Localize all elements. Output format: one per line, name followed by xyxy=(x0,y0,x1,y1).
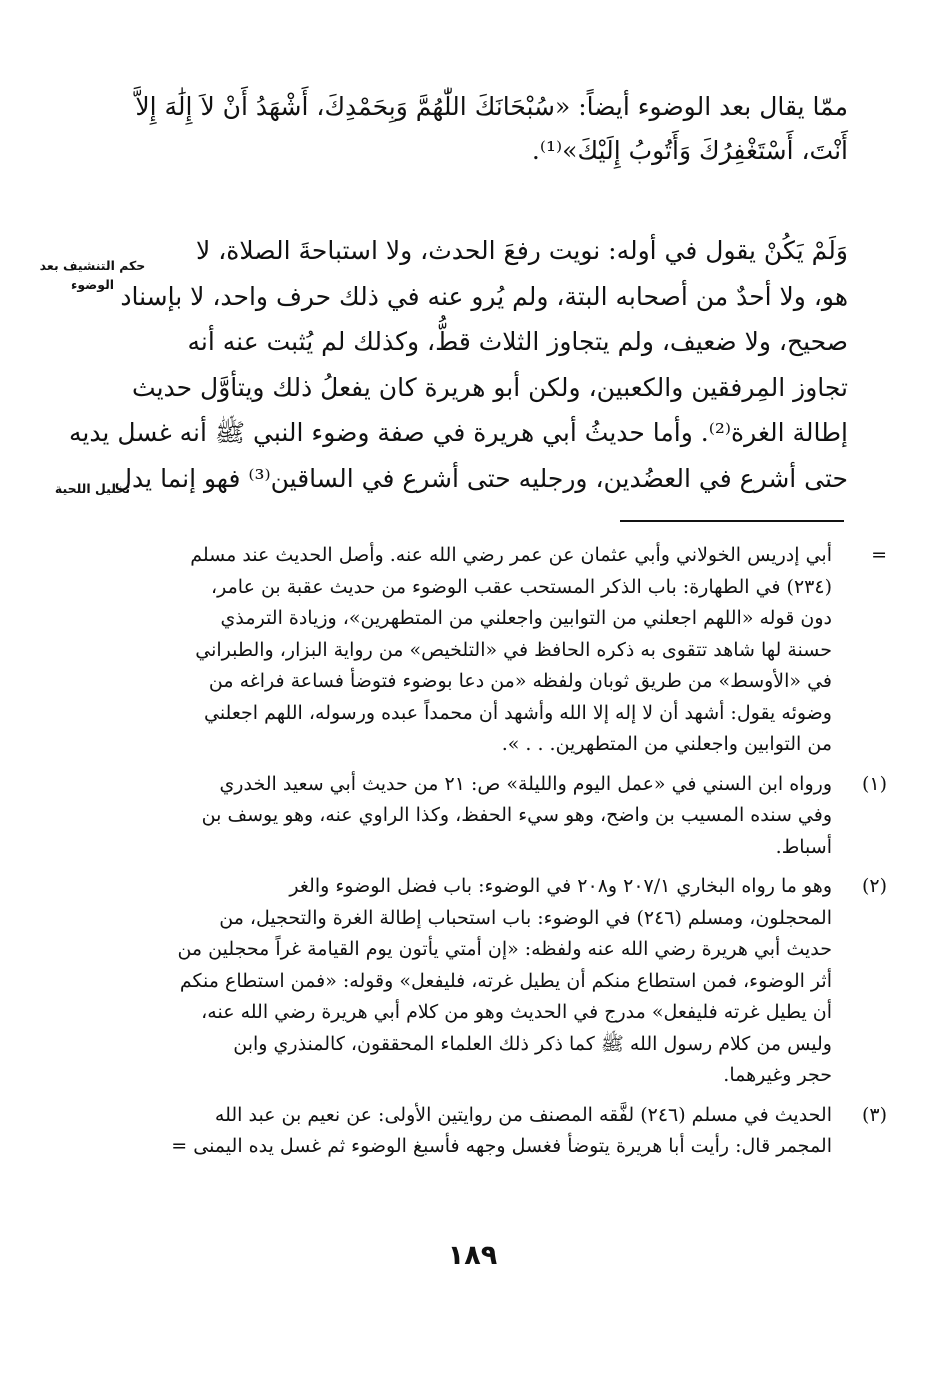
footnote-body xyxy=(158,540,832,761)
footnote-line: حسنة لها شاهد تتقوى به ذكره الحافظ في «التلخيص» من رواية البزار، والطبراني xyxy=(195,638,832,661)
footnote-line: (٢٣٤) في الطهارة: باب الذكر المستحب عقب الوضوء من حديث عقبة بن عامر، xyxy=(211,575,832,598)
footnote-continued xyxy=(158,540,893,761)
footnote-2 xyxy=(158,871,893,1092)
text-line: وَلَمْ يَكُنْ يقول في أوله: نويت رفعَ الحدث، ولا استباحةَ الصلاة، لا xyxy=(196,236,848,265)
text-line: حتى أشرع في العضُدين، ورجليه حتى أشرع في الساقين⁽³⁾ فهو إنما يدل xyxy=(113,463,848,493)
footnote-line: المجمر قال: رأيت أبا هريرة يتوضأ فغسل وجهه فأسبغ الوضوء ثم غسل يده اليمنى = xyxy=(171,1135,832,1157)
text-line: صحيح، ولا ضعيف، ولم يتجاوز الثلاث قطُّ، وكذلك لم يُثبت عنه أنه xyxy=(187,327,848,356)
footnote-separator xyxy=(620,520,844,522)
footnote-body xyxy=(149,871,832,1092)
footnote-body xyxy=(158,769,832,864)
footnote-line: من التوابين واجعلني من المتطهرين. . . ». xyxy=(501,733,832,755)
footnotes xyxy=(158,540,893,1171)
footnote-line: الحديث في مسلم (٢٤٦) لفَّقه المصنف من روايتين الأولى: عن نعيم بن عبد الله xyxy=(214,1103,832,1126)
footnote-marker: (٣) xyxy=(861,1103,887,1126)
footnote-line: وضوئه يقول: أشهد أن لا إله إلا الله وأشهد أن محمداً عبده ورسوله، اللهم اجعلني xyxy=(203,701,832,724)
footnote-line: المحجلون، ومسلم (٢٤٦) في الوضوء: باب استحباب إطالة الغرة والتحجيل، من xyxy=(219,906,832,929)
text-line: تجاوز المِرفقين والكعبين، ولكن أبو هريرة كان يفعلُ ذلك ويتأوَّل حديث xyxy=(132,372,848,402)
footnote-body xyxy=(143,1100,832,1163)
footnote-marker: (١) xyxy=(861,772,887,795)
footnote-line: وهو ما رواه البخاري ٢٠٧/١ و٢٠٨ في الوضوء: باب فضل الوضوء والغر xyxy=(289,875,832,897)
footnote-line: في «الأوسط» من طريق ثوبان ولفظه «من دعا بوضوء فتوضأ فساعة فراغه من xyxy=(208,670,832,692)
paragraph-top xyxy=(135,85,848,173)
margin-note-line: الوضوء xyxy=(70,277,115,292)
footnote-marker: = xyxy=(871,544,887,566)
margin-note-line: حكم التنشيف بعد xyxy=(39,258,146,273)
footnote-line: أن يطيل غرته فليفعل» مدرج في الحديث وهو من كلام أبي هريرة رضي الله عنه، xyxy=(201,1001,832,1023)
text-line: أَنْتَ، أَسْتَغْفِرُكَ وَأَتُوبُ إِلَيْكَ»⁽¹⁾. xyxy=(531,136,848,165)
footnote-line: دون قوله «اللهم اجعلني من التوابين واجعلني من المتطهرين»، وزيادة الترمذي xyxy=(220,607,832,629)
footnote-1 xyxy=(158,769,893,864)
margin-note-line: تخليل اللحية xyxy=(54,481,131,496)
footnote-line: ورواه ابن السني في «عمل اليوم والليلة» ص: ٢١ من حديث أبي سعيد الخدري xyxy=(219,772,832,795)
footnote-line: وفي سنده المسيب بن واضح، وهو سيء الحفظ، وكذا الراوي عنه، وهو يوسف بن xyxy=(201,804,832,826)
text-line: هو، ولا أحدٌ من أصحابه البتة، ولم يُرو عنه في ذلك حرف واحد، لا بإسناد xyxy=(120,281,848,311)
footnote-line: وليس من كلام رسول الله ﷺ كما ذكر ذلك العلماء المحققون، كالمنذري وابن xyxy=(233,1032,832,1055)
text-line: ممّا يقال بعد الوضوء أيضاً: «سُبْحَانَكَ اللّٰهُمَّ وَبِحَمْدِكَ، أَشْهَدُ أَنْ لاَ إِلَٰهَ إِلاَّ xyxy=(135,92,848,121)
footnote-marker: (٢) xyxy=(861,875,887,897)
footnote-line: حديث أبي هريرة رضي الله عنه ولفظه: «إن أمتي يأتون يوم القيامة غراً محجلين من xyxy=(177,938,832,960)
page-number: ١٨٩ xyxy=(447,1240,498,1271)
text-line: إطالة الغرة⁽²⁾. وأما حديثُ أبي هريرة في صفة وضوء النبي ﷺ أنه غسل يديه xyxy=(68,418,848,447)
footnote-line: حجر وغيرهما. xyxy=(723,1064,832,1086)
footnote-3 xyxy=(158,1100,893,1163)
footnote-line: أبي إدريس الخولاني وأبي عثمان عن عمر رضي الله عنه. وأصل الحديث عند مسلم xyxy=(190,544,832,566)
footnote-line: أسباط. xyxy=(775,835,832,858)
footnote-line: أثر الوضوء، فمن استطاع منكم أن يطيل غرته، فليفعل» وقوله: «فمن استطاع منكم xyxy=(179,969,832,992)
